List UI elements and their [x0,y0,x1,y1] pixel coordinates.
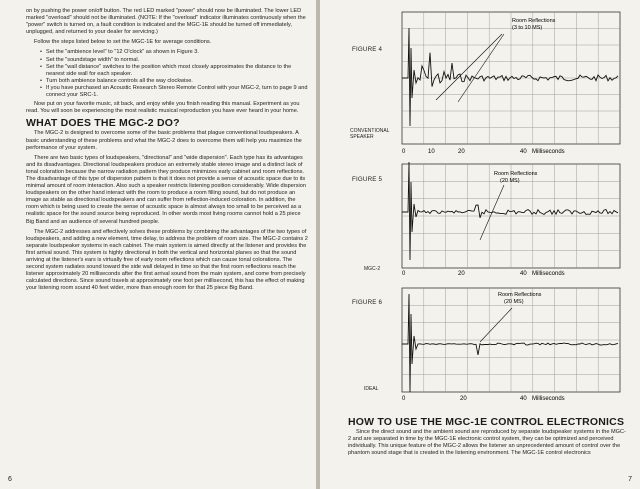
paragraph: The MGC-2 is designed to overcome some of the basic problems that plague conventional loudspeakers. A basic understanding of these problems and what the MGC-2 does to overcome them will help you maximize the performance of your system. [26,130,302,151]
paragraph: The MGC-2 addresses and effectively solves these problems by combining the advantages of the two types of loudspeakers, and adding a new element, time delay, to address the problem of room size. The MGC-2 contains 2 separate loudspeaker systems in each cabinet. The main system is aimed directly at the listener and provides the first arrival sound. This system is highly directional in both the vertical and horizontal planes so that the sound arriving at the listener's ears is virtually free of early room reflections which can cause tonal colorations. The second system radiates sound toward the side wall delayed in time so that the first room reflections reach the listener approximately 20 milliseconds after the first arrival sound from the main system, and come from precisely calculated directions. Since sound travels at approximately one foot per millisecond, this has the effect of making your listening room sound 40 feet wider, more than enough room for that 25 piece Big Band. [26,228,308,292]
list-item: • Turn both ambience balance controls all the way clockwise. [40,78,308,85]
tick-label: 40 [520,396,527,402]
reflection-pointer [480,308,512,342]
list-item: • If you have purchased an Acoustic Research Stereo Remote Control with your MGC-2, turn to page 9 and connect your SRC-1. [40,85,308,99]
tick-label: 20 [458,149,465,155]
section-heading: HOW TO USE THE MGC-1E CONTROL ELECTRONICS [348,416,625,428]
axis-unit: Milliseconds [532,271,565,277]
figure-5-side-label: MGC-2 [364,266,381,272]
axis-unit: Milliseconds [532,149,565,155]
figure-5-label: FIGURE 5 [352,176,383,183]
figure-6-graph [400,284,630,404]
paragraph: Now put on your favorite music, sit back, and enjoy while you finish reading this manual. Experiment as you read. You will soon be experiencing the most realistic musical reproduction you have ever heard in your home. [26,101,300,115]
figure-6-label: FIGURE 6 [352,299,383,306]
impulse-trace [402,294,618,392]
paragraph: Since the direct sound and the ambient sound are reproduced by separate loudspeaker systems in the MGC-2 and are separated in time by the MGC-1E electronic control system, they can be optimized and perceived individually. This unique feature of the MGC-2 allows the listener an unprecedented amount of control over the phantom sound stage that is created in the listening environment. The MGC-1E control electronics [348,429,626,457]
tick-label: 0 [402,271,406,277]
tick-label: 20 [458,271,465,277]
axis-unit: Milliseconds [532,396,565,402]
page-left [0,0,316,489]
right-column [348,416,628,457]
tick-label: 10 [428,149,435,155]
section-heading: WHAT DOES THE MGC-2 DO? [26,117,180,130]
list-item: • Set the "soundstage width" to normal. [40,57,308,64]
annotation-text: Room Reflections [498,292,542,298]
annotation-subtext: (20 MS) [500,178,520,184]
annotation-subtext: (3 to 10 MS) [512,25,543,31]
tick-label: 0 [402,396,406,402]
reflection-pointer [458,34,504,102]
tick-label: 40 [520,271,527,277]
tick-label: 40 [520,149,527,155]
figure-5-graph [400,160,630,280]
annotation-text: Room Reflections [494,171,538,177]
impulse-trace [402,28,618,126]
figure-4-label: FIGURE 4 [352,46,383,53]
tick-label: 20 [460,396,467,402]
list-item: • Set the "wall distance" switches to the position which most closely approximates the distance to the nearest side wall for each speaker. [40,64,308,78]
list-item: • Set the "ambience level" to "12 O'clock" as shown in Figure 3. [40,49,308,56]
steps-list [40,49,308,99]
annotation-subtext: (20 MS) [504,299,524,305]
steps-intro: Follow the steps listed below to set the MGC-1E for average conditions. [34,39,212,46]
paragraph: There are two basic types of loudspeakers, "directional" and "wide dispersion". Each type has its advantages and its disadvantages. Directional loudspeakers produce an extremely stable stereo image and a distinct lack of tonal coloration because the narrow radiation pattern they produce minimizes early cabinet and room reflections. The disadvantage of this type of dispersion pattern is that it does not provide a sense of acoustic space due to its minimal amount of room interaction. Also such a speaker restricts listening position considerably. Wide dispersion loudspeakers on the other hand interact with the room to produce a room filling sound, but do not produce an image as stable as directional loudspeakers and can suffer from reflection-induced coloration. In addition, the room which is being used to create the sense of acoustic space is almost always too small to be perceived as a realistic space for the sound source being reproduced. In other words most living rooms cannot hold a 25 piece Big Band and an audience of several hundred people. [26,154,307,225]
page-number-right: 7 [628,476,632,483]
figure-6-side-label: IDEAL [364,386,379,392]
reflection-pointer [436,34,502,100]
figure-4-graph [400,8,630,158]
tick-label: 0 [402,149,406,155]
left-column [26,8,308,295]
page-number-left: 6 [8,476,12,483]
annotation-text: Room Reflections [512,18,556,24]
paragraph: on by pushing the power on/off button. The red LED marked "power" should now be illuminated. The lower LED marked "overload" should not be illuminated. (NOTE: If the "overload" indicator illuminates continuously when the "power" switch is turned on, a fault condition is indicated and the MGC-1E should be turned off immediately, unplugged, and returned to your dealer for servicing.) [26,8,306,36]
page-right [320,0,640,489]
figure-4-side-label: CONVENTIONAL SPEAKER [350,128,390,140]
reflection-pointer [480,185,504,240]
